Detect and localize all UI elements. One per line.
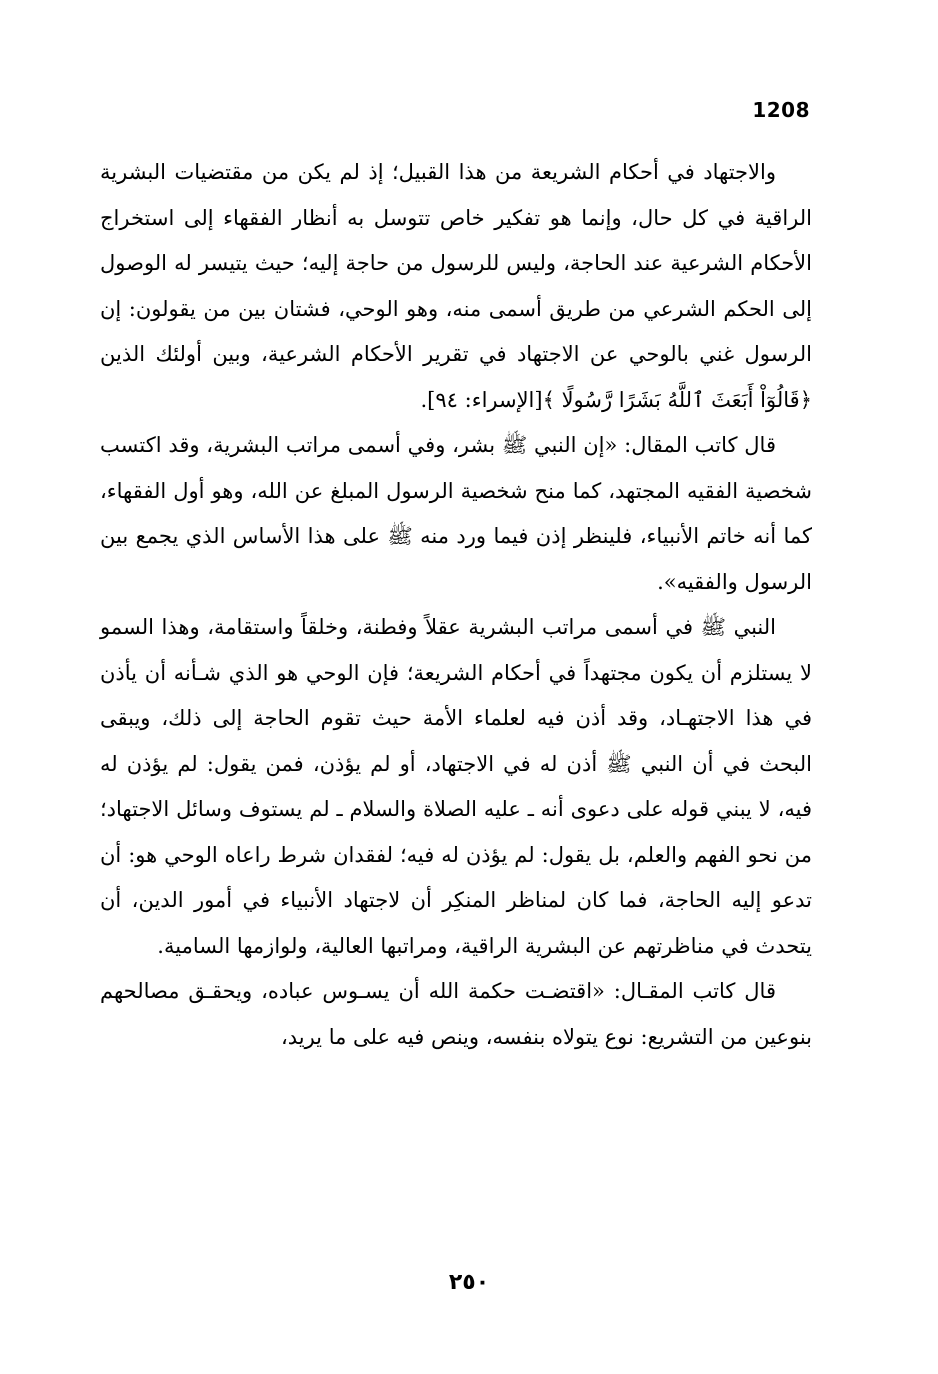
page-number-top: 1208 [752,98,810,122]
paragraph-3: النبي ﷺ في أسمى مراتب البشرية عقلاً وفطنة، وخلقاً واستقامة، وهذا السمو لا يستلزم أن يكون مجتهداً في أحكام الشريعة؛ فإن الوحي هو الذي شـأنه أن يأذن في هذا الاجتهـاد، وقد أذن فيه لعلماء الأمة حيث تقوم الحاجة إلى ذلك، ويبقى البحث في أن النبي ﷺ أذن له في الاجتهاد، أو لم يؤذن، فمن يقول: لم يؤذن له فيه، لا يبني قوله على دعوى أنه ـ عليه الصلاة والسلام ـ لم يستوف وسائل الاجتهاد؛ من نحو الفهم والعلم، بل يقول: لم يؤذن له فيه؛ لفقدان شرط راعاه الوحي هو: أن تدعو إليه الحاجة، فما كان لمناظر المنكِر أن لاجتهاد الأنبياء في أمور الدين، أن يتحدث في مناظرتهم عن البشرية الراقية، ومراتبها العالية، ولوازمها السامية. [100,615,812,958]
paragraph-2: قال كاتب المقال: «إن النبي ﷺ بشر، وفي أسمى مراتب البشرية، وقد اكتسب شخصية الفقيه المجتهد، كما منح شخصية الرسول المبلغ عن الله، وهو أول الفقهاء، كما أنه خاتم الأنبياء، فلينظر إذن فيما ورد منه ﷺ على هذا الأساس الذي يجمع بين الرسول والفقيه». [100,433,812,594]
body-text [100,150,812,1060]
paragraph-4: قال كاتب المقـال: «اقتضـت حكمة الله أن يسـوس عباده، ويحقـق مصالحهم بنوعين من التشريع: نوع يتولاه بنفسه، وينص فيه على ما يريد، [100,979,812,1049]
page-number-bottom: ٢٥٠ [448,1270,490,1295]
paragraph-1: والاجتهاد في أحكام الشريعة من هذا القبيل؛ إذ لم يكن من مقتضيات البشرية الراقية في كل حال، وإنما هو تفكير خاص تتوسل به أنظار الفقهاء إلى استخراج الأحكام الشرعية عند الحاجة، وليس للرسول من حاجة إليه؛ حيث يتيسر له الوصول إلى الحكم الشرعي من طريق أسمى منه، وهو الوحي، فشتان بين من يقولون: إن الرسول غني بالوحي عن الاجتهاد في تقرير الأحكام الشرعية، وبين أولئك الذين ﴿قَالُوٓاْ أَبَعَثَ ٱللَّهُ بَشَرًا رَّسُولًا ﴾[الإسراء: ٩٤]. [100,160,812,412]
